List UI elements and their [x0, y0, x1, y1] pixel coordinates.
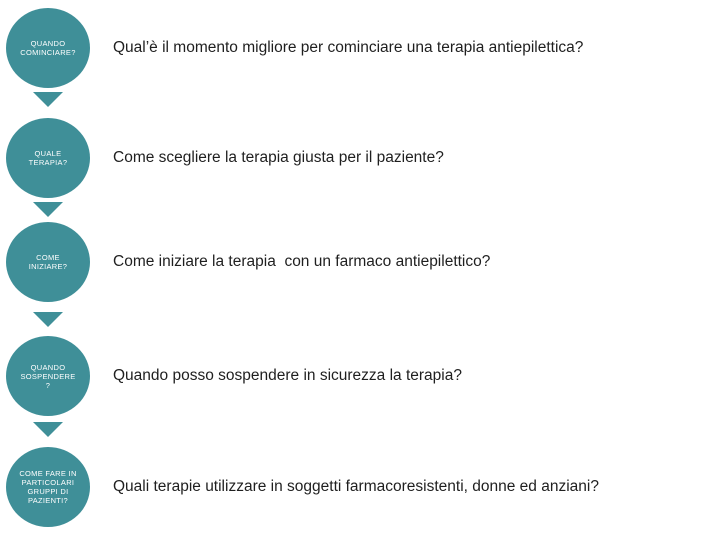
- step-which-therapy: [0, 118, 720, 198]
- step-circle: COME FARE IN PARTICOLARI GRUPPI DI PAZIENTI?: [6, 447, 90, 527]
- step-question: Quali terapie utilizzare in soggetti farmacoresistenti, donne ed anziani?: [113, 478, 599, 495]
- step-when-to-stop: [0, 336, 720, 416]
- step-circle: COME INIZIARE?: [6, 222, 90, 302]
- step-question: Come scegliere la terapia giusta per il paziente?: [113, 149, 444, 166]
- step-circle: QUANDO SOSPENDERE ?: [6, 336, 90, 416]
- step-circle: QUANDO COMINCIARE?: [6, 8, 90, 88]
- down-arrow-icon: [33, 312, 63, 327]
- step-special-groups: [0, 447, 720, 527]
- step-when-to-start: [0, 8, 720, 88]
- step-question: Come iniziare la terapia con un farmaco antiepilettico?: [113, 253, 491, 270]
- down-arrow-icon: [33, 422, 63, 437]
- step-circle: QUALE TERAPIA?: [6, 118, 90, 198]
- down-arrow-icon: [33, 92, 63, 107]
- down-arrow-icon: [33, 202, 63, 217]
- step-question: Quando posso sospendere in sicurezza la terapia?: [113, 367, 462, 384]
- step-question: Qual’è il momento migliore per cominciare una terapia antiepilettica?: [113, 39, 584, 56]
- step-how-to-start: [0, 222, 720, 302]
